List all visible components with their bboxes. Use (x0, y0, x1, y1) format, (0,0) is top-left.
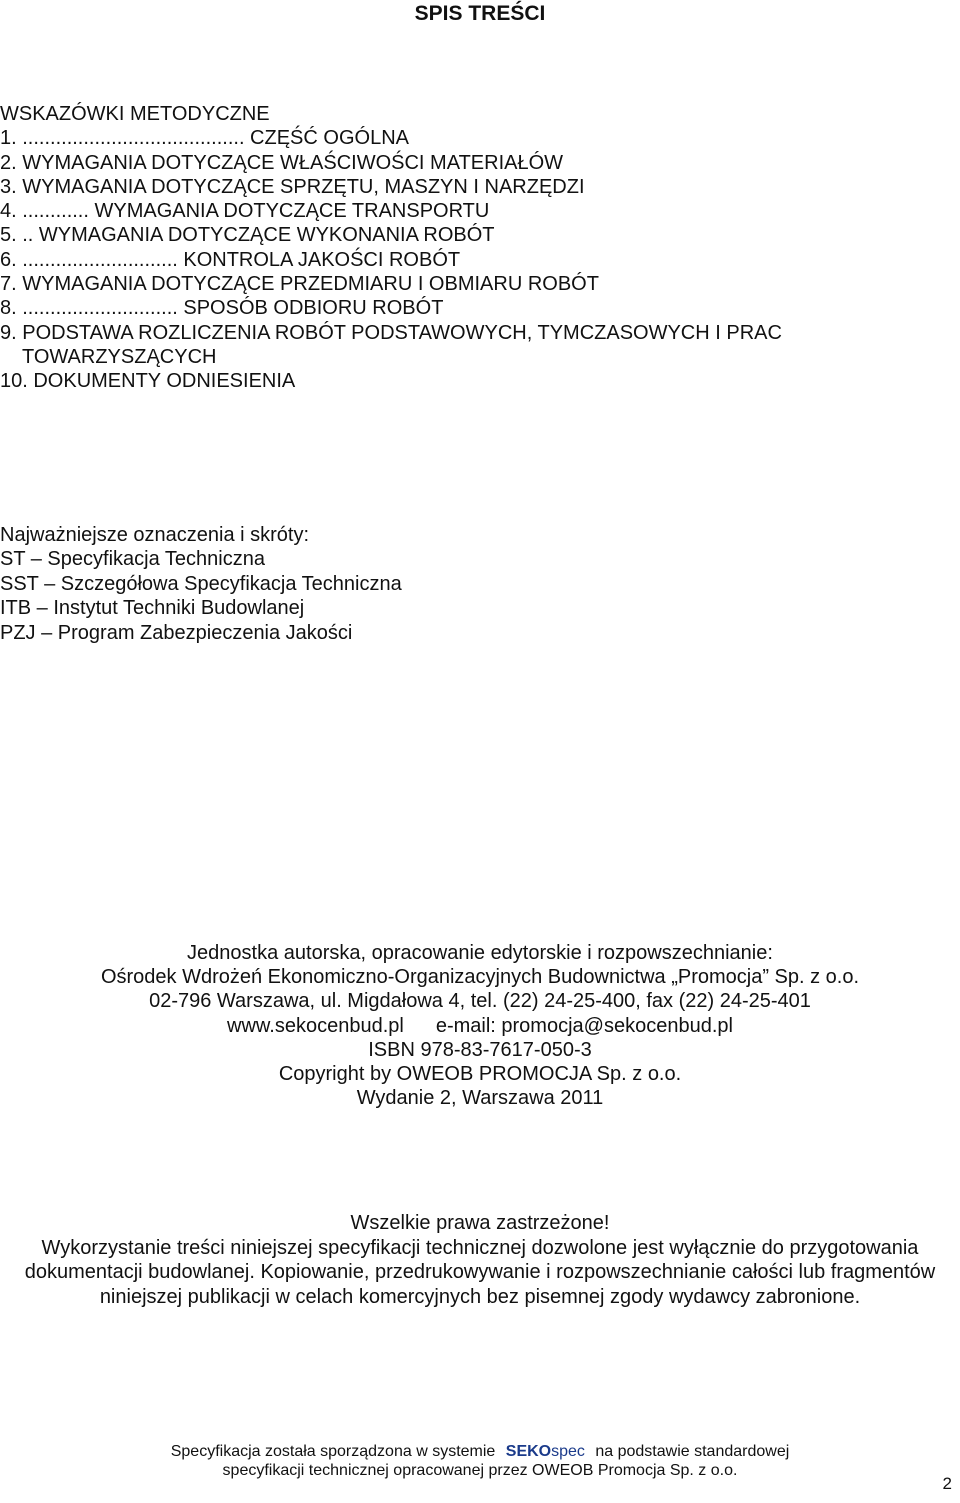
toc-item-2: 2. WYMAGANIA DOTYCZĄCE WŁAŚCIWOŚCI MATERIAŁÓW (0, 151, 564, 174)
website-link[interactable]: www.sekocenbud.pl (227, 1014, 404, 1037)
abbreviation-item: SST – Szczegółowa Specyfikacja Techniczna (0, 572, 402, 595)
footer-suffix: na podstawie standardowej (595, 1443, 790, 1460)
abbreviations-block (0, 523, 402, 645)
page-title: SPIS TREŚCI (414, 2, 546, 25)
page-footer (0, 1442, 960, 1480)
toc-item-3: 3. WYMAGANIA DOTYCZĄCE SPRZĘTU, MASZYN I NARZĘDZI (0, 175, 585, 198)
email-link[interactable]: e-mail: promocja@sekocenbud.pl (435, 1014, 733, 1037)
toc-item-6: 6. ............................ KONTROLA JAKOŚCI ROBÓT (0, 248, 461, 271)
publisher-block (0, 941, 960, 1110)
toc-item-7: 7. WYMAGANIA DOTYCZĄCE PRZEDMIARU I OBMIARU ROBÓT (0, 273, 599, 296)
edition: Wydanie 2, Warszawa 2011 (356, 1087, 604, 1110)
publisher-contact (0, 1014, 960, 1038)
abbreviation-item: ITB – Instytut Techniki Budowlanej (0, 597, 305, 620)
toc-item-1: 1. ........................................ CZĘŚĆ OGÓLNA (0, 127, 409, 150)
toc-item-10: 10. DOKUMENTY ODNIESIENIA (0, 370, 296, 393)
abbreviations-heading: Najważniejsze oznaczenia i skróty: (0, 524, 310, 546)
isbn: ISBN 978-83-7617-050-3 (368, 1038, 592, 1061)
toc-item-4: 4. ............ WYMAGANIA DOTYCZĄCE TRANSPORTU (0, 200, 490, 223)
rights-block (0, 1211, 960, 1309)
publisher-address: 02-796 Warszawa, ul. Migdałowa 4, tel. (22) 24-25-400, fax (22) 24-25-401 (149, 990, 811, 1013)
footer-line-2: specyfikacji technicznej opracowanej przez OWEOB Promocja Sp. z o.o. (222, 1462, 738, 1479)
copyright: Copyright by OWEOB PROMOCJA Sp. z o.o. (278, 1063, 682, 1086)
toc-item-8: 8. ............................ SPOSÓB ODBIORU ROBÓT (0, 297, 444, 320)
abbreviation-item: PZJ – Program Zabezpieczenia Jakości (0, 621, 353, 644)
rights-text: Wykorzystanie treści niniejszej specyfikacji technicznej dozwolone jest wyłącznie do przygotowania dokumentacji budowlanej. Kopiowanie, przedrukowywanie i rozpowszechnianie całości lub fragmentów niniejszej publikacji w celach komercyjnych bez pisemnej zgody wydawcy zabronione. (24, 1236, 936, 1308)
publisher-line-1: Jednostka autorska, opracowanie edytorskie i rozpowszechnianie: (187, 942, 773, 964)
rights-heading: Wszelkie prawa zastrzeżone! (350, 1212, 610, 1234)
page-number: 2 (942, 1474, 952, 1493)
toc-heading: WSKAZÓWKI METODYCZNE (0, 103, 270, 125)
footer-prefix: Specyfikacja została sporządzona w systemie (170, 1443, 496, 1460)
footer-line-1 (0, 1442, 960, 1461)
toc-item-5: 5. .. WYMAGANIA DOTYCZĄCE WYKONANIA ROBÓT (0, 224, 495, 247)
toc-item-9-continued: TOWARZYSZĄCYCH (22, 345, 217, 368)
table-of-contents (0, 102, 782, 394)
toc-item-9: 9. PODSTAWA ROZLICZENIA ROBÓT PODSTAWOWYCH, TYMCZASOWYCH I PRAC (0, 321, 782, 344)
sekospec-logo: SEKOspec (505, 1443, 585, 1460)
abbreviation-item: ST – Specyfikacja Techniczna (0, 548, 265, 571)
publisher-line-2: Ośrodek Wdrożeń Ekonomiczno-Organizacyjnych Budownictwa „Promocja” Sp. z o.o. (100, 966, 860, 989)
